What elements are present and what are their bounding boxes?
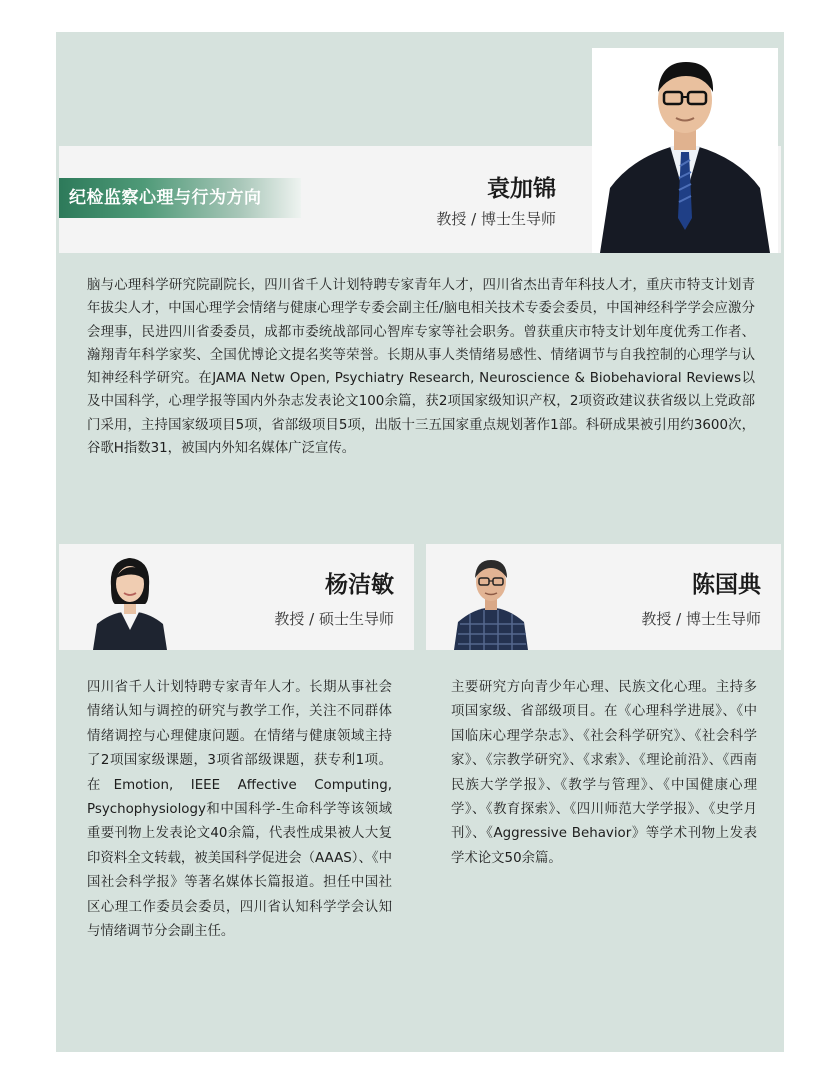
left-person-title: 教授 / 硕士生导师 [274, 610, 394, 628]
right-person-name: 陈国典 [692, 572, 761, 598]
portrait-photo-yuan [592, 48, 778, 253]
main-person-bio: 脑与心理科学研究院副院长，四川省千人计划特聘专家青年人才，四川省杰出青年科技人才，重庆市特支计划青年拔尖人才，中国心理学会情绪与健康心理学专委会副主任/脑电相关技术专委会委员，中国神经科学学会应激分会理事，民进四川省委委员，成都市委统战部同心智库专家等社会职务。曾获重庆市特支计划年度优秀工作者、瀚翔青年科学家奖、全国优博论文提名奖等荣誉。长期从事人类情绪易感性、情绪调节与自我控制的心理学与认知神经科学研究。在JAMA Netw Open, Psychiatry Research, Neuroscience & Biobehavioral Reviews以及中国科学，心理学报等国内外杂志发表论文100余篇，获2项国家级知识产权，2项资政建议获省级以上党政部门采用，主持国家级项目5项，省部级项目5项，出版十三五国家重点规划著作1部。科研成果被引用约3600次，谷歌H指数31，被国内外知名媒体广泛宣传。 [87, 278, 755, 457]
right-person-title: 教授 / 博士生导师 [641, 610, 761, 628]
portrait-photo-yang [89, 552, 171, 650]
portrait-photo-chen [450, 552, 532, 650]
section-tag: 纪检监察心理与行为方向 [59, 178, 301, 218]
profile-card-yang [59, 544, 414, 650]
left-person-bio: 四川省千人计划特聘专家青年人才。长期从事社会情绪认知与调控的研究与教学工作，关注不同群体情绪调控与心理健康问题。在情绪与健康领域主持了2项国家级课题，3项省部级课题，获专利1项。在Emotion, IEEE Affective Computing, Psychophysiology和中国科学-生命科学等该领域重要刊物上发表论文40余篇，代表性成果被人大复印资料全文转载，被美国科学促进会（AAAS）、《中国社会科学报》等著名媒体长篇报道。担任中国社区心理工作委员会委员，四川省认知科学学会认知与情绪调节分会副主任。 [87, 680, 392, 940]
profile-card-chen [426, 544, 781, 650]
left-person-name: 杨洁敏 [325, 572, 394, 598]
main-person-title: 教授 / 博士生导师 [436, 210, 556, 228]
main-person-name: 袁加锦 [487, 176, 556, 202]
right-person-bio: 主要研究方向青少年心理、民族文化心理。主持多项国家级、省部级项目。在《心理科学进展》、《中国临床心理学杂志》、《社会科学研究》、《社会科学家》、《宗教学研究》、《求索》、《理论前沿》、《西南民族大学学报》、《教学与管理》、《中国健康心理学》、《教育探索》、《四川师范大学学报》、《史学月刊》、《Aggressive Behavior》等学术刊物上发表学术论文50余篇。 [451, 680, 757, 866]
